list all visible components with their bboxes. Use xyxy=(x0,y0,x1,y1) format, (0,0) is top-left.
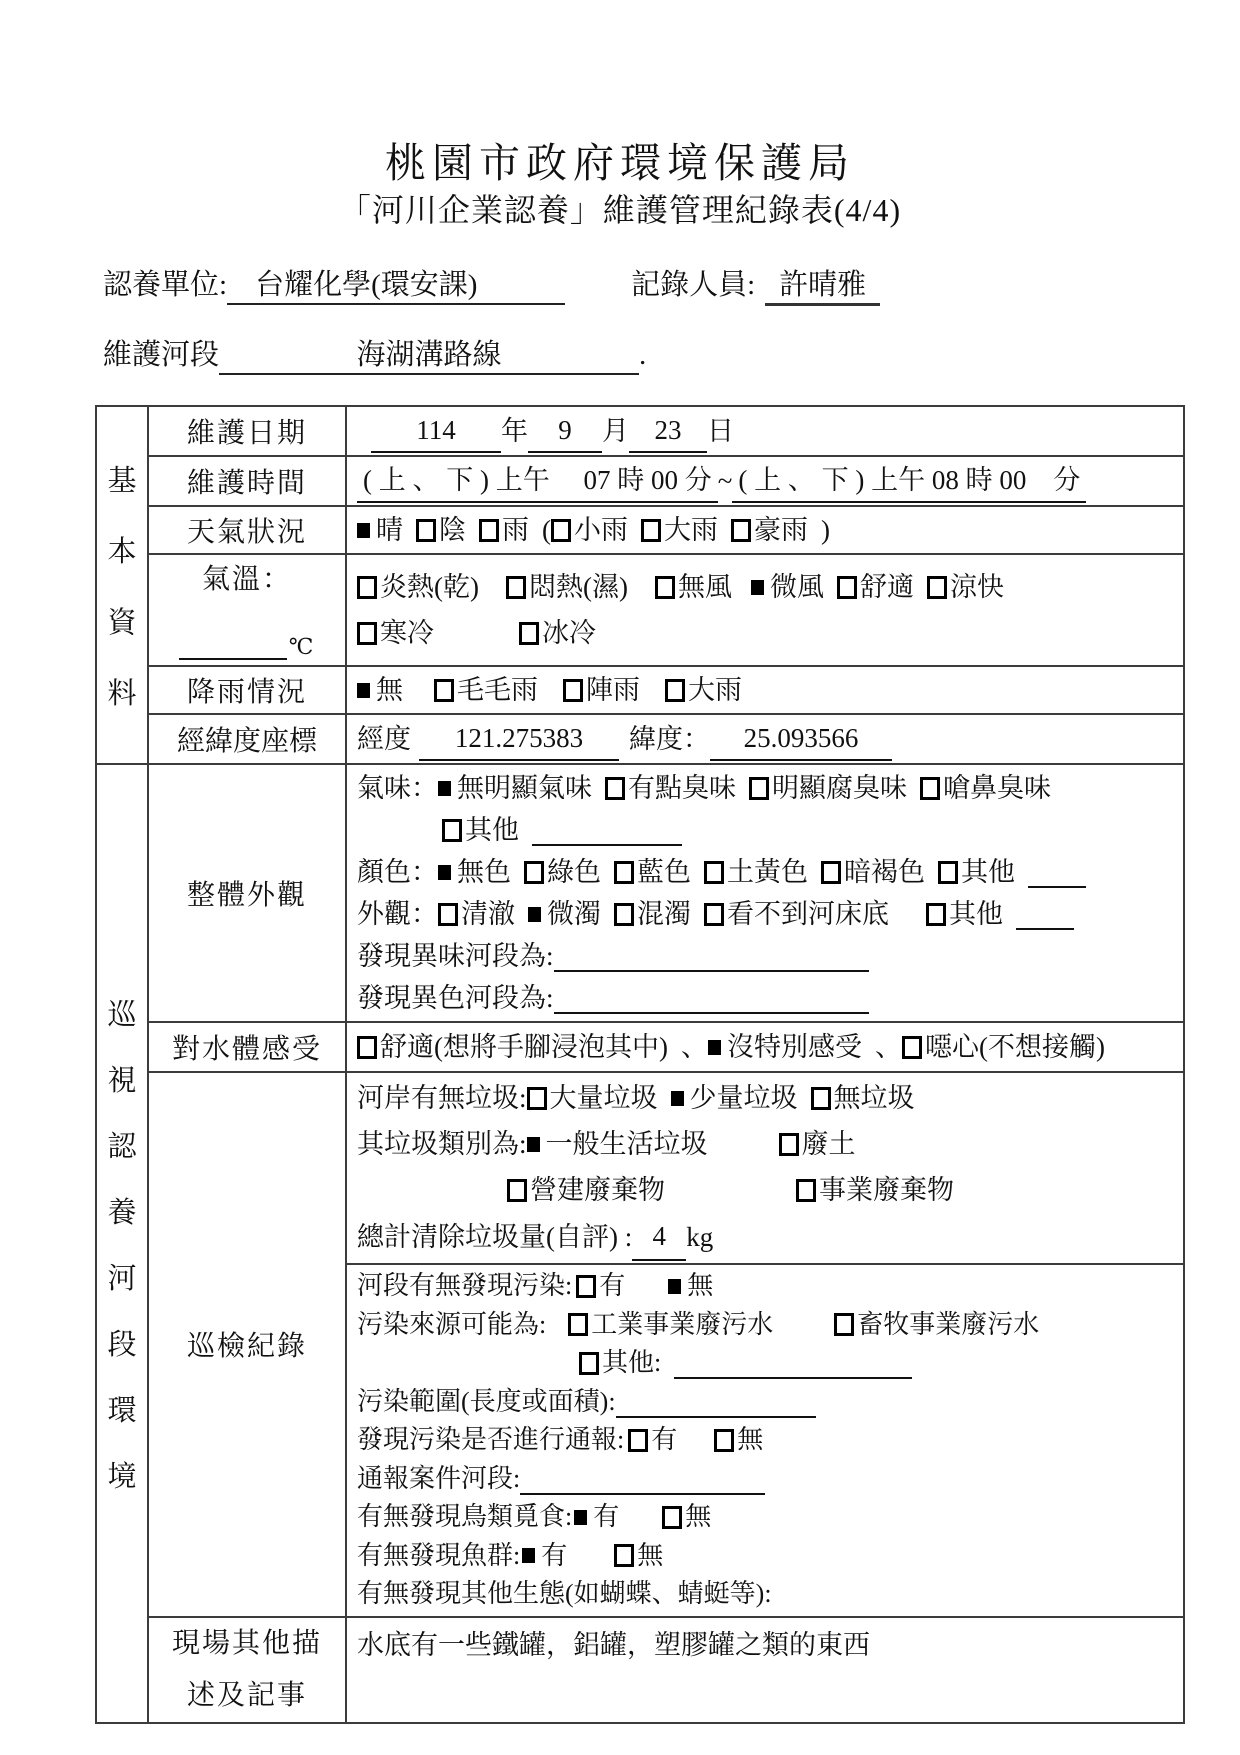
checkbox-label: 有 xyxy=(593,1502,620,1531)
checkbox-label: 廢土 xyxy=(801,1129,856,1159)
line-text: kg xyxy=(686,1222,714,1252)
checkbox-unchecked-icon xyxy=(731,519,751,542)
line-text: 有無發現其他生態(如蝴蝶、蜻蜓等): xyxy=(357,1579,772,1608)
checkbox-option[interactable] xyxy=(527,1075,658,1121)
checkbox-unchecked-icon xyxy=(834,1313,854,1336)
checkbox-option[interactable] xyxy=(655,564,732,610)
filled-value: ( 上 、 下 ) 上午 07 時 00 分 xyxy=(357,459,718,503)
row-content-weather xyxy=(346,506,1184,554)
checkbox-checked-icon xyxy=(357,683,370,698)
checkbox-option[interactable] xyxy=(438,893,515,935)
checkbox-unchecked-icon xyxy=(821,861,841,884)
checkbox-unchecked-icon xyxy=(434,679,454,702)
section-title-char: 環 xyxy=(107,1394,137,1427)
checkbox-label: 雨 xyxy=(502,515,529,545)
line-text: 年 xyxy=(501,416,528,446)
checkbox-option[interactable] xyxy=(522,1537,567,1576)
checkbox-option[interactable] xyxy=(628,1421,677,1460)
section-title-char: 養 xyxy=(107,1196,137,1229)
line-text: 顏色： xyxy=(357,857,438,887)
checkbox-label: 事業廢棄物 xyxy=(819,1175,954,1205)
checkbox-unchecked-icon xyxy=(519,622,539,645)
checkbox-checked-icon xyxy=(528,907,541,922)
checkbox-label: 大雨 xyxy=(664,515,718,545)
checkbox-unchecked-icon xyxy=(902,1036,922,1059)
checkbox-label: 微濁 xyxy=(547,899,601,929)
record-table xyxy=(95,405,1185,1724)
row-content-time xyxy=(346,456,1184,506)
row-content-patrol-a xyxy=(346,1072,1184,1264)
feel-line xyxy=(357,1026,1179,1068)
checkbox-option[interactable] xyxy=(926,893,1003,935)
filled-value: ( 上 、 下 ) 上午 08 時 00 分 xyxy=(732,459,1086,503)
checkbox-label: 晴 xyxy=(376,515,403,545)
line-text: 水底有一些鐵罐，鋁罐，塑膠罐之類的東西 xyxy=(357,1629,870,1660)
pollution-range-line xyxy=(357,1383,1179,1422)
checkbox-label: 少量垃圾 xyxy=(689,1083,798,1113)
checkbox-unchecked-icon xyxy=(665,679,685,702)
filled-value: 25.093566 xyxy=(710,717,892,761)
recorder-label: 記錄人員: xyxy=(631,269,756,301)
line-text: 污染範圍(長度或面積): xyxy=(357,1386,616,1416)
checkbox-label: 無垃圾 xyxy=(833,1083,915,1113)
checkbox-label: 無風 xyxy=(677,572,732,602)
line-text: 經度 xyxy=(357,724,411,754)
checkbox-label: 混濁 xyxy=(637,899,691,929)
line-text: 發現異色河段為: xyxy=(357,983,554,1013)
checkbox-label: 無 xyxy=(637,1540,664,1570)
pollution-source-line xyxy=(357,1306,1179,1345)
line-text: ~ xyxy=(717,466,733,496)
report-section-line xyxy=(357,1460,1179,1499)
checkbox-label: 大量垃圾 xyxy=(549,1083,658,1113)
checkbox-option[interactable] xyxy=(357,610,434,656)
rain-line xyxy=(357,669,1179,711)
blank-field xyxy=(616,1386,816,1418)
line-text: 發現污染是否進行通報: xyxy=(357,1425,625,1454)
checkbox-unchecked-icon xyxy=(605,777,625,800)
checkbox-option[interactable] xyxy=(665,669,742,711)
checkbox-option[interactable] xyxy=(927,564,1004,610)
birds-line xyxy=(357,1498,1179,1537)
pollution-report-line xyxy=(357,1421,1179,1460)
row-label-time: 維護時間 xyxy=(148,456,346,506)
checkbox-option[interactable] xyxy=(614,893,691,935)
checkbox-label: 一般生活垃圾 xyxy=(545,1129,708,1159)
line-text: 、 xyxy=(874,1032,902,1062)
temp-line-2 xyxy=(357,610,1179,656)
smell-other-line xyxy=(357,809,1179,851)
coords-line xyxy=(357,717,1179,761)
line-text: 月 xyxy=(602,416,629,446)
checkbox-unchecked-icon xyxy=(628,1429,648,1452)
section-title-char: 基 xyxy=(107,465,137,497)
checkbox-unchecked-icon xyxy=(479,519,499,542)
checkbox-label: 涼快 xyxy=(949,572,1004,602)
checkbox-unchecked-icon xyxy=(563,679,583,702)
color-line xyxy=(357,851,1179,893)
checkbox-option[interactable] xyxy=(837,564,914,610)
checkbox-unchecked-icon xyxy=(357,1036,377,1059)
adopt-unit-line xyxy=(103,262,1150,306)
checkbox-option[interactable] xyxy=(902,1026,1105,1068)
checkbox-option[interactable] xyxy=(527,1121,708,1167)
row-label-coords: 經緯度座標 xyxy=(148,714,346,764)
doc-subtitle: 「河川企業認養」維護管理紀錄表(4/4) xyxy=(338,192,902,228)
blank-field xyxy=(520,1463,765,1495)
checkbox-unchecked-icon xyxy=(704,903,724,926)
checkbox-option[interactable] xyxy=(920,767,1051,809)
checkbox-option[interactable] xyxy=(574,1498,619,1537)
trash-type-line-1 xyxy=(357,1121,1179,1167)
checkbox-option[interactable] xyxy=(438,851,511,893)
blank-field xyxy=(554,940,869,972)
checkbox-label: 其他 xyxy=(949,899,1003,929)
checkbox-label: 有 xyxy=(599,1271,626,1300)
line-text: ( xyxy=(542,515,551,545)
checkbox-unchecked-icon xyxy=(416,519,436,542)
adopt-unit-value: 台耀化學(環安課) xyxy=(227,262,565,305)
blank-field xyxy=(1028,856,1086,888)
checkbox-unchecked-icon xyxy=(357,622,377,645)
temp-blank-line xyxy=(149,628,345,660)
section-patrol-cell xyxy=(96,764,148,1723)
checkbox-label: 有 xyxy=(541,1540,568,1570)
row-label-date: 維護日期 xyxy=(148,406,346,456)
checkbox-unchecked-icon xyxy=(524,861,544,884)
checkbox-option[interactable] xyxy=(749,767,907,809)
checkbox-unchecked-icon xyxy=(641,519,661,542)
checkbox-unchecked-icon xyxy=(714,1429,734,1452)
line-text: 氣味： xyxy=(357,773,438,803)
checkbox-label: 大雨 xyxy=(688,675,742,705)
checkbox-label: 其他 xyxy=(465,815,519,845)
checkbox-checked-icon xyxy=(751,580,764,595)
checkbox-label: 看不到河床底 xyxy=(727,899,889,929)
checkbox-option[interactable] xyxy=(779,1121,856,1167)
row-content-notes xyxy=(346,1617,1184,1723)
filled-value: 23 xyxy=(629,409,707,453)
row-content-temp xyxy=(346,554,1184,666)
checkbox-label: 綠色 xyxy=(547,857,601,887)
checkbox-option[interactable] xyxy=(442,809,519,851)
blank-field xyxy=(674,1347,912,1379)
checkbox-unchecked-icon xyxy=(442,819,462,842)
line-text: 發現異味河段為: xyxy=(357,941,554,971)
checkbox-option[interactable] xyxy=(614,851,691,893)
notes-label-line-2: 述及記事 xyxy=(186,1679,307,1711)
section-patrol-title xyxy=(97,992,147,1495)
river-line xyxy=(103,332,1150,375)
pollution-other-line xyxy=(357,1344,1179,1383)
checkbox-unchecked-icon xyxy=(527,1087,547,1110)
section-title-char: 段 xyxy=(107,1328,137,1361)
checkbox-label: 清澈 xyxy=(461,899,515,929)
checkbox-option[interactable] xyxy=(605,767,736,809)
checkbox-label: 無 xyxy=(737,1425,764,1454)
checkbox-label: 悶熱(濕) xyxy=(528,572,628,602)
river-label: 維護河段 xyxy=(103,339,220,371)
checkbox-label: 其他 xyxy=(961,857,1015,887)
checkbox-label: 畜牧事業廢污水 xyxy=(857,1309,1040,1339)
checkbox-option[interactable] xyxy=(811,1075,915,1121)
checkbox-checked-icon xyxy=(574,1510,587,1525)
row-content-date xyxy=(346,406,1184,456)
other-ecology-line xyxy=(357,1575,1179,1614)
checkbox-label: 其他: xyxy=(602,1348,662,1377)
checkbox-option[interactable] xyxy=(751,564,824,610)
line-text: ) xyxy=(821,515,830,545)
pollution-found-line xyxy=(357,1267,1179,1306)
line-text: 外觀： xyxy=(357,899,438,929)
checkbox-label: 工業事業廢污水 xyxy=(591,1309,774,1339)
temp-line-1 xyxy=(357,564,1179,610)
blank-field xyxy=(179,628,287,660)
checkbox-unchecked-icon xyxy=(614,903,634,926)
row-content-rain xyxy=(346,666,1184,714)
checkbox-unchecked-icon xyxy=(927,576,947,599)
line-text: 河段有無發現污染: xyxy=(357,1271,573,1300)
checkbox-label: 沒特別感受 xyxy=(726,1032,862,1062)
filled-value: 114 xyxy=(371,409,501,453)
row-label-weather: 天氣狀況 xyxy=(148,506,346,554)
checkbox-option[interactable] xyxy=(528,893,601,935)
checkbox-unchecked-icon xyxy=(357,576,377,599)
river-suffix: . xyxy=(639,339,647,371)
checkbox-label: 無 xyxy=(685,1502,712,1531)
line-text: 有無發現魚群: xyxy=(357,1540,521,1570)
checkbox-checked-icon xyxy=(708,1040,721,1055)
checkbox-unchecked-icon xyxy=(938,861,958,884)
row-content-feel xyxy=(346,1022,1184,1072)
temp-label-text: 氣溫： xyxy=(201,564,292,595)
checkbox-option[interactable] xyxy=(796,1167,954,1213)
section-title-char: 本 xyxy=(107,536,137,568)
checkbox-option[interactable] xyxy=(357,564,479,610)
river-value: 海湖溝路線 xyxy=(219,332,639,375)
filled-value: 4 xyxy=(632,1213,686,1261)
line-text: 日 xyxy=(707,416,734,446)
checkbox-option[interactable] xyxy=(357,669,403,711)
row-label-feel: 對水體感受 xyxy=(148,1022,346,1072)
section-title-char: 資 xyxy=(107,607,137,639)
checkbox-checked-icon xyxy=(668,1279,681,1294)
checkbox-option[interactable] xyxy=(438,767,592,809)
checkbox-option[interactable] xyxy=(668,1267,713,1306)
checkbox-option[interactable] xyxy=(506,564,628,610)
filled-value: 9 xyxy=(528,409,602,453)
checkbox-unchecked-icon xyxy=(926,903,946,926)
checkbox-unchecked-icon xyxy=(568,1313,588,1336)
checkbox-label: 有點臭味 xyxy=(628,773,736,803)
checkbox-unchecked-icon xyxy=(506,576,526,599)
section-title-char: 境 xyxy=(107,1460,137,1493)
checkbox-option[interactable] xyxy=(357,1026,668,1068)
filled-value: 121.275383 xyxy=(419,717,619,761)
checkbox-unchecked-icon xyxy=(796,1179,816,1202)
odd-color-section-line xyxy=(357,977,1179,1019)
row-label-notes xyxy=(148,1617,346,1723)
checkbox-label: 微風 xyxy=(769,572,824,602)
section-basic-cell xyxy=(96,406,148,764)
checkbox-option[interactable] xyxy=(704,851,808,893)
row-label-temp xyxy=(148,554,346,666)
degree-symbol: ℃ xyxy=(288,634,316,659)
row-label-appearance: 整體外觀 xyxy=(148,764,346,1022)
line-text: 緯度： xyxy=(629,724,710,754)
checkbox-label: 舒適(想將手腳浸泡其中) xyxy=(380,1032,668,1062)
checkbox-checked-icon xyxy=(522,1548,535,1563)
date-line xyxy=(357,409,1179,453)
checkbox-option[interactable] xyxy=(708,1026,862,1068)
checkbox-checked-icon xyxy=(671,1091,684,1106)
checkbox-label: 土黃色 xyxy=(727,857,808,887)
section-title-char: 料 xyxy=(107,678,137,710)
checkbox-label: 陣雨 xyxy=(586,675,640,705)
recorder-value: 許晴雅 xyxy=(765,262,880,306)
checkbox-option[interactable] xyxy=(479,509,529,551)
checkbox-label: 陰 xyxy=(439,515,466,545)
checkbox-unchecked-icon xyxy=(811,1087,831,1110)
checkbox-unchecked-icon xyxy=(655,576,675,599)
checkbox-unchecked-icon xyxy=(614,861,634,884)
checkbox-label: 舒適 xyxy=(859,572,914,602)
section-title-char: 巡 xyxy=(107,998,137,1031)
clarity-line xyxy=(357,893,1179,935)
notes-text-line xyxy=(357,1624,1179,1666)
checkbox-label: 毛毛雨 xyxy=(457,675,538,705)
checkbox-unchecked-icon xyxy=(920,777,940,800)
checkbox-checked-icon xyxy=(357,523,370,538)
line-text: 河岸有無垃圾: xyxy=(357,1083,527,1113)
checkbox-checked-icon xyxy=(438,865,451,880)
checkbox-option[interactable] xyxy=(821,851,925,893)
checkbox-unchecked-icon xyxy=(837,576,857,599)
checkbox-label: 有 xyxy=(651,1425,678,1454)
time-line xyxy=(357,459,1179,503)
section-title-char: 河 xyxy=(107,1262,137,1295)
checkbox-option[interactable] xyxy=(579,1344,661,1383)
checkbox-option[interactable] xyxy=(524,851,601,893)
row-label-rain: 降雨情況 xyxy=(148,666,346,714)
smell-line xyxy=(357,767,1179,809)
line-text: 其垃圾類別為: xyxy=(357,1129,527,1159)
checkbox-option[interactable] xyxy=(671,1075,798,1121)
checkbox-option[interactable] xyxy=(641,509,718,551)
checkbox-label: 豪雨 xyxy=(754,515,808,545)
checkbox-unchecked-icon xyxy=(662,1506,682,1529)
checkbox-option[interactable] xyxy=(551,509,628,551)
checkbox-label: 無 xyxy=(376,675,403,705)
checkbox-unchecked-icon xyxy=(614,1544,634,1567)
checkbox-option[interactable] xyxy=(568,1306,773,1345)
checkbox-unchecked-icon xyxy=(749,777,769,800)
checkbox-option[interactable] xyxy=(434,669,538,711)
checkbox-option[interactable] xyxy=(576,1267,625,1306)
header-fields xyxy=(103,262,1150,375)
checkbox-unchecked-icon xyxy=(507,1179,527,1202)
checkbox-label: 暗褐色 xyxy=(844,857,925,887)
blank-field xyxy=(1016,898,1074,930)
adopt-unit-label: 認養單位: xyxy=(103,269,228,301)
checkbox-label: 嗆鼻臭味 xyxy=(943,773,1051,803)
checkbox-option[interactable] xyxy=(416,509,466,551)
line-text: 、 xyxy=(680,1032,708,1062)
checkbox-unchecked-icon xyxy=(704,861,724,884)
checkbox-unchecked-icon xyxy=(438,903,458,926)
line-text: 通報案件河段: xyxy=(357,1463,521,1493)
checkbox-option[interactable] xyxy=(938,851,1015,893)
checkbox-option[interactable] xyxy=(507,1167,665,1213)
checkbox-label: 明顯腐臭味 xyxy=(772,773,907,803)
checkbox-option[interactable] xyxy=(704,893,889,935)
doc-title: 桃園市政府環境保護局 xyxy=(385,140,855,186)
row-label-patrol-record: 巡檢紀錄 xyxy=(148,1072,346,1617)
checkbox-option[interactable] xyxy=(662,1498,711,1537)
blank-field xyxy=(554,982,869,1014)
trash-type-line-2 xyxy=(357,1167,1179,1213)
checkbox-checked-icon xyxy=(527,1137,540,1152)
checkbox-label: 冰冷 xyxy=(542,618,596,648)
row-content-patrol-b xyxy=(346,1264,1184,1617)
checkbox-label: 藍色 xyxy=(637,857,691,887)
trash-total-line xyxy=(357,1213,1179,1261)
checkbox-unchecked-icon xyxy=(579,1352,599,1375)
checkbox-label: 寒冷 xyxy=(380,618,434,648)
checkbox-option[interactable] xyxy=(834,1306,1039,1345)
bank-trash-line xyxy=(357,1075,1179,1121)
checkbox-checked-icon xyxy=(438,781,451,796)
checkbox-unchecked-icon xyxy=(779,1133,799,1156)
checkbox-option[interactable] xyxy=(731,509,808,551)
blank-field xyxy=(532,814,682,846)
checkbox-label: 無明顯氣味 xyxy=(457,773,592,803)
section-title-char: 認 xyxy=(107,1130,137,1163)
checkbox-unchecked-icon xyxy=(551,519,571,542)
checkbox-label: 營建廢棄物 xyxy=(530,1175,665,1205)
line-text: 有無發現鳥類覓食: xyxy=(357,1502,573,1531)
weather-line xyxy=(357,509,1179,551)
row-content-appearance xyxy=(346,764,1184,1022)
line-text: 總計清除垃圾量(自評) : xyxy=(357,1222,633,1252)
checkbox-label: 無 xyxy=(687,1271,714,1300)
notes-label-line-1: 現場其他描 xyxy=(171,1627,322,1659)
checkbox-label: 炎熱(乾) xyxy=(380,572,479,602)
checkbox-option[interactable] xyxy=(519,610,596,656)
checkbox-label: 無色 xyxy=(457,857,511,887)
odd-smell-section-line xyxy=(357,935,1179,977)
checkbox-label: 噁心(不想接觸) xyxy=(924,1032,1105,1062)
checkbox-option[interactable] xyxy=(357,509,403,551)
section-title-char: 視 xyxy=(107,1064,137,1097)
checkbox-option[interactable] xyxy=(714,1421,763,1460)
fish-line xyxy=(357,1537,1179,1576)
checkbox-label: 小雨 xyxy=(574,515,628,545)
checkbox-option[interactable] xyxy=(614,1537,663,1576)
row-content-coords xyxy=(346,714,1184,764)
section-basic-title xyxy=(97,458,147,712)
line-text: 污染來源可能為: xyxy=(357,1309,547,1339)
checkbox-option[interactable] xyxy=(563,669,640,711)
checkbox-unchecked-icon xyxy=(576,1275,596,1298)
